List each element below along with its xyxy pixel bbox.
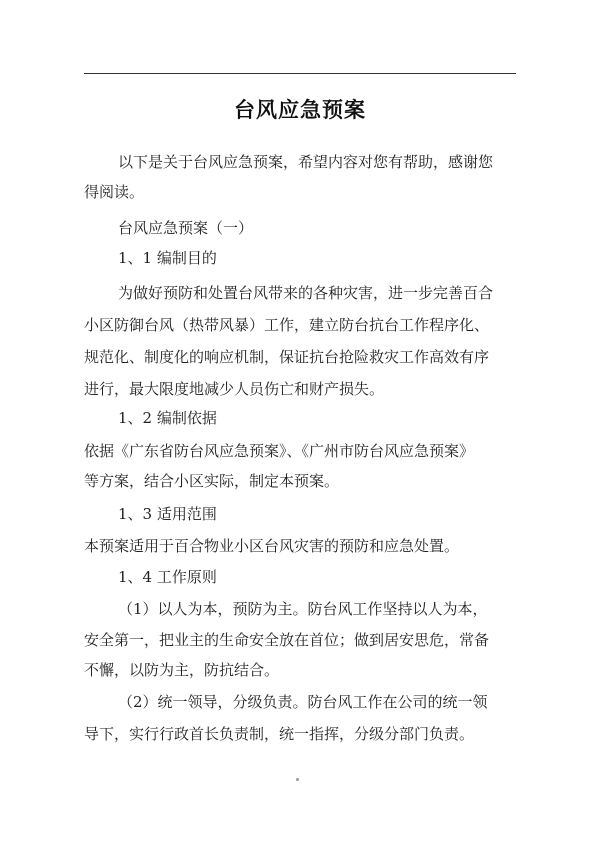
paragraph-line: （2）统一领导，分级负责。防台风工作在公司的统一领 bbox=[118, 693, 488, 711]
paragraph-line: 进行，最大限度地减少人员伤亡和财产损失。 bbox=[84, 380, 385, 398]
section-heading-plan-one: 台风应急预案（一） bbox=[118, 219, 254, 237]
paragraph-line: （1）以人为本，预防为主。防台风工作坚持以人为本， bbox=[118, 600, 488, 618]
section-heading-1-4: 1、4 工作原则 bbox=[118, 568, 217, 586]
paragraph-line: 安全第一，把业主的生命安全放在首位；做到居安思危，常备 bbox=[84, 631, 490, 649]
paragraph-line: 规范化、制度化的响应机制，保证抗台抢险救灾工作高效有序 bbox=[84, 348, 490, 366]
paragraph-line: 依据《广东省防台风应急预案》、《广州市防台风应急预案》 bbox=[84, 442, 475, 460]
section-heading-1-2: 1、2 编制依据 bbox=[118, 409, 217, 427]
paragraph-line: 小区防御台风（热带风暴）工作，建立防台抗台工作程序化、 bbox=[84, 316, 490, 334]
paragraph-line: 本预案适用于百合物业小区台风灾害的预防和应急处置。 bbox=[84, 537, 460, 555]
paragraph-line: 为做好预防和处置台风带来的各种灾害，进一步完善百合 bbox=[118, 284, 494, 302]
document-title: 台风应急预案 bbox=[234, 97, 366, 122]
section-heading-1-1: 1、1 编制目的 bbox=[118, 249, 217, 267]
intro-line-2: 得阅读。 bbox=[84, 183, 145, 201]
page-mark-dot bbox=[296, 778, 299, 781]
paragraph-line: 等方案，结合小区实际，制定本预案。 bbox=[84, 472, 340, 490]
paragraph-line: 不懈，以防为主，防抗结合。 bbox=[84, 661, 280, 679]
paragraph-line: 导下，实行行政首长负责制，统一指挥，分级分部门负责。 bbox=[84, 725, 475, 743]
header-rule bbox=[84, 73, 516, 74]
intro-line-1: 以下是关于台风应急预案，希望内容对您有帮助，感谢您 bbox=[118, 153, 494, 171]
section-heading-1-3: 1、3 适用范围 bbox=[118, 505, 217, 523]
